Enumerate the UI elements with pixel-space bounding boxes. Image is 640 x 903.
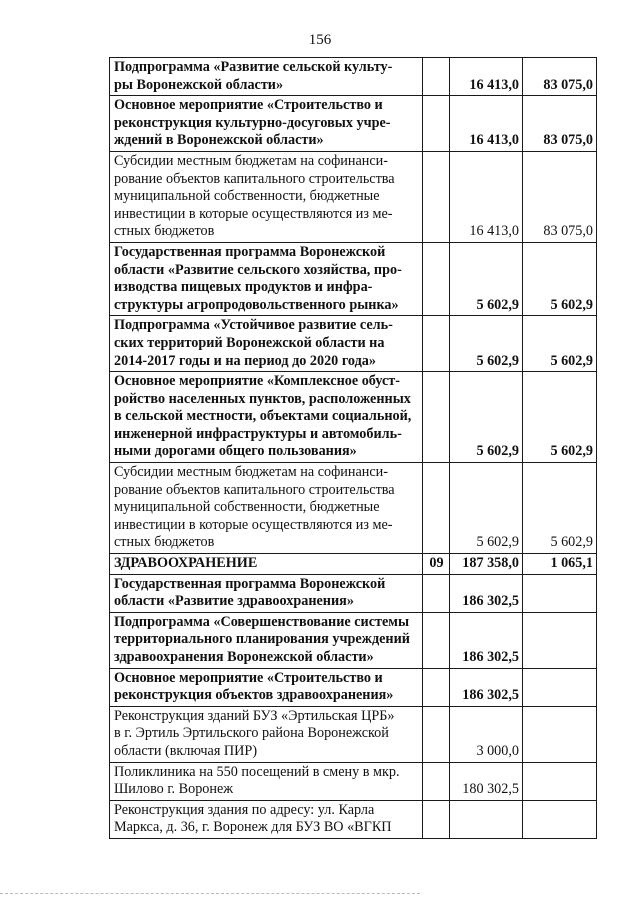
- row-section-cell: [423, 151, 450, 242]
- row-section-cell: [423, 668, 450, 706]
- row-value-1-cell: 186 302,5: [450, 612, 523, 668]
- table-row: [110, 706, 597, 762]
- row-value-2-cell: [523, 800, 597, 838]
- row-value-1-cell: 5 602,9: [450, 242, 523, 315]
- row-section-cell: [423, 58, 450, 96]
- row-name-cell: Реконструкция здания по адресу: ул. Карла Маркса, д. 36, г. Воронеж для БУЗ ВО «ВГКП: [110, 800, 423, 838]
- row-section-cell: [423, 800, 450, 838]
- row-value-2-cell: [523, 762, 597, 800]
- row-value-2-cell: 83 075,0: [523, 151, 597, 242]
- row-name-cell: Подпрограмма «Развитие сельской культу- ры Воронежской области»: [110, 58, 423, 96]
- row-value-2-cell: [523, 612, 597, 668]
- row-section-cell: [423, 372, 450, 463]
- row-value-1-cell: 180 302,5: [450, 762, 523, 800]
- table-row: [110, 316, 597, 372]
- row-name-cell: Подпрограмма «Совершенствование системы территориального планирования учреждений здравоохранения Воронежской области»: [110, 612, 423, 668]
- row-section-cell: [423, 706, 450, 762]
- row-value-1-cell: 5 602,9: [450, 372, 523, 463]
- row-section-cell: [423, 762, 450, 800]
- row-value-1-cell: 186 302,5: [450, 668, 523, 706]
- table-row: [110, 574, 597, 612]
- row-name-cell: Государственная программа Воронежской области «Развитие сельского хозяйства, про- изводства пищевых продуктов и инфра- структуры агропродовольственного рынка»: [110, 242, 423, 315]
- table-row: [110, 242, 597, 315]
- row-name-cell: Поликлиника на 550 посещений в смену в мкр. Шилово г. Воронеж: [110, 762, 423, 800]
- row-section-cell: [423, 316, 450, 372]
- row-section-cell: 09: [423, 554, 450, 575]
- row-name-cell: Основное мероприятие «Строительство и реконструкция культурно-досуговых учре- ждений в Воронежской области»: [110, 96, 423, 152]
- row-value-2-cell: 1 065,1: [523, 554, 597, 575]
- row-section-cell: [423, 96, 450, 152]
- table-row: [110, 612, 597, 668]
- row-name-cell: Государственная программа Воронежской области «Развитие здравоохранения»: [110, 574, 423, 612]
- row-value-1-cell: 187 358,0: [450, 554, 523, 575]
- row-section-cell: [423, 242, 450, 315]
- row-value-1-cell: 186 302,5: [450, 574, 523, 612]
- row-value-1-cell: 5 602,9: [450, 463, 523, 554]
- row-value-2-cell: 5 602,9: [523, 372, 597, 463]
- row-name-cell: Подпрограмма «Устойчивое развитие сель- ских территорий Воронежской области на 2014-2017 годы и на период до 2020 года»: [110, 316, 423, 372]
- table-row: [110, 372, 597, 463]
- row-value-2-cell: [523, 706, 597, 762]
- row-name-cell: Основное мероприятие «Строительство и реконструкция объектов здравоохранения»: [110, 668, 423, 706]
- table-row: [110, 668, 597, 706]
- row-value-1-cell: [450, 800, 523, 838]
- row-value-2-cell: [523, 574, 597, 612]
- row-value-2-cell: 83 075,0: [523, 96, 597, 152]
- row-value-1-cell: 5 602,9: [450, 316, 523, 372]
- budget-table: [109, 57, 597, 839]
- row-section-cell: [423, 612, 450, 668]
- row-name-cell: Основное мероприятие «Комплексное обуст- ройство населенных пунктов, расположенных в сельской местности, объектами социальной, инженерной инфраструктуры и автомобиль- ными дорогами общего пользования»: [110, 372, 423, 463]
- row-value-2-cell: 83 075,0: [523, 58, 597, 96]
- row-value-1-cell: 16 413,0: [450, 151, 523, 242]
- table-row: [110, 762, 597, 800]
- table-row: [110, 463, 597, 554]
- table-row: [110, 96, 597, 152]
- row-name-cell: Реконструкция зданий БУЗ «Эртильская ЦРБ» в г. Эртиль Эртильского района Воронежской области (включая ПИР): [110, 706, 423, 762]
- row-value-1-cell: 16 413,0: [450, 96, 523, 152]
- row-section-cell: [423, 574, 450, 612]
- table-row: [110, 151, 597, 242]
- row-value-2-cell: [523, 668, 597, 706]
- row-name-cell: Субсидии местным бюджетам на софинанси- рование объектов капитального строительства муниципальной собственности, бюджетные инвестиции в которые осуществляются из ме- стных бюджетов: [110, 151, 423, 242]
- row-value-2-cell: 5 602,9: [523, 463, 597, 554]
- row-section-cell: [423, 463, 450, 554]
- row-value-1-cell: 16 413,0: [450, 58, 523, 96]
- table-row: [110, 554, 597, 575]
- budget-table-body: [110, 58, 597, 839]
- table-row: [110, 800, 597, 838]
- row-value-2-cell: 5 602,9: [523, 316, 597, 372]
- row-name-cell: Субсидии местным бюджетам на софинанси- рование объектов капитального строительства муниципальной собственности, бюджетные инвестиции в которые осуществляются из ме- стных бюджетов: [110, 463, 423, 554]
- row-value-2-cell: 5 602,9: [523, 242, 597, 315]
- table-row: [110, 58, 597, 96]
- row-name-cell: ЗДРАВООХРАНЕНИЕ: [110, 554, 423, 575]
- page-bottom-rule: [0, 893, 420, 894]
- row-value-1-cell: 3 000,0: [450, 706, 523, 762]
- page-number: 156: [308, 32, 332, 48]
